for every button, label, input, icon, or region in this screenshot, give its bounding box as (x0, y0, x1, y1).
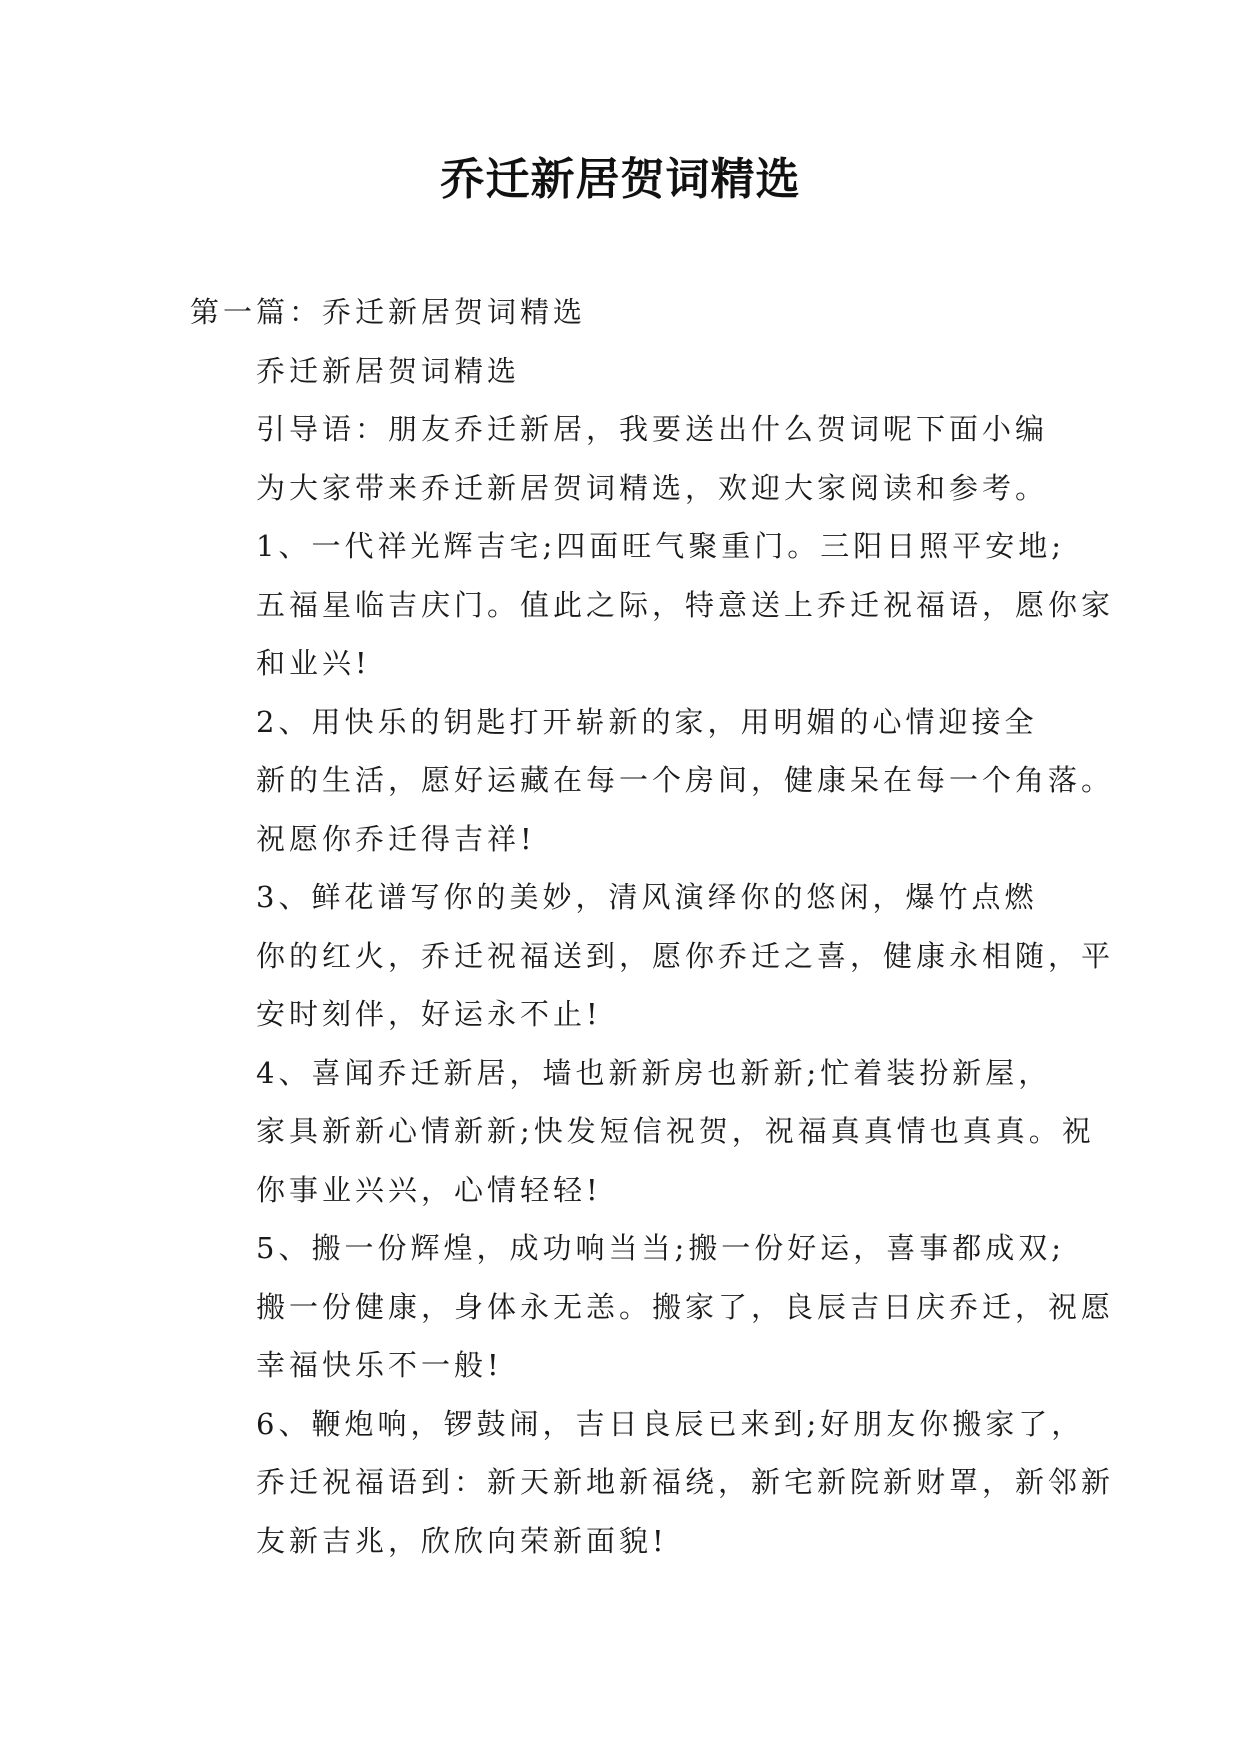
paragraph-line: 乔迁祝福语到：新天新地新福绕，新宅新院新财罩，新邻新 (256, 1465, 1115, 1499)
paragraph-line: 家具新新心情新新;快发短信祝贺，祝福真真情也真真。祝 (256, 1114, 1095, 1148)
greeting-item-4 (190, 1044, 1095, 1220)
paragraph-line: 友新吉兆，欣欣向荣新面貌! (256, 1523, 668, 1558)
article-subheading-text: 乔迁新居贺词精选 (256, 353, 521, 388)
paragraph-line: 4、喜闻乔迁新居，墙也新新房也新新;忙着装扮新屋， (256, 1055, 1052, 1090)
paragraph-line: 五福星临吉庆门。值此之际，特意送上乔迁祝福语，愿你家 (256, 587, 1115, 622)
paragraph-line: 为大家带来乔迁新居贺词精选，欢迎大家阅读和参考。 (256, 470, 1049, 505)
paragraph-line: 祝愿你乔迁得吉祥! (256, 821, 536, 856)
paragraph-line: 安时刻伴，好运永不止! (256, 997, 602, 1031)
paragraph-line: 5、搬一份辉煌，成功响当当;搬一份好运，喜事都成双; (256, 1231, 1065, 1265)
paragraph-line: 和业兴! (256, 646, 371, 680)
section-heading (190, 283, 1055, 342)
paragraph-line: 幸福快乐不一般! (256, 1348, 503, 1382)
paragraph-line: 1、一代祥光辉吉宅;四面旺气聚重门。三阳日照平安地; (256, 529, 1065, 563)
paragraph-line: 新的生活，愿好运藏在每一个房间，健康呆在每一个角落。 (256, 763, 1115, 797)
article-subheading (190, 342, 1055, 401)
paragraph-line: 你事业兴兴，心情轻轻! (256, 1172, 602, 1207)
paragraph-line: 你的红火，乔迁祝福送到，愿你乔迁之喜，健康永相随，平 (256, 938, 1115, 973)
greeting-item-1 (190, 517, 1115, 693)
paragraph-line: 3、鲜花谱写你的美妙，清风演绎你的悠闲，爆竹点燃 (256, 880, 1038, 914)
greeting-item-5 (190, 1219, 1115, 1395)
greeting-item-2 (190, 693, 1115, 869)
paragraph-line: 搬一份健康，身体永无恙。搬家了，良辰吉日庆乔迁，祝愿 (256, 1289, 1115, 1324)
paragraph-line: 引导语：朋友乔迁新居，我要送出什么贺词呢下面小编 (256, 412, 1049, 446)
paragraph-line: 6、鞭炮响，锣鼓闹，吉日良辰已来到;好朋友你搬家了， (256, 1406, 1085, 1441)
document-title: 乔迁新居贺词精选 (440, 154, 801, 205)
paragraph-line: 2、用快乐的钥匙打开崭新的家，用明媚的心情迎接全 (256, 704, 1038, 739)
greeting-item-6 (190, 1395, 1115, 1571)
section-heading-text: 第一篇：乔迁新居贺词精选 (190, 295, 587, 329)
greeting-item-3 (190, 868, 1115, 1044)
intro-paragraph (190, 400, 1055, 517)
document-body (190, 283, 1115, 1570)
